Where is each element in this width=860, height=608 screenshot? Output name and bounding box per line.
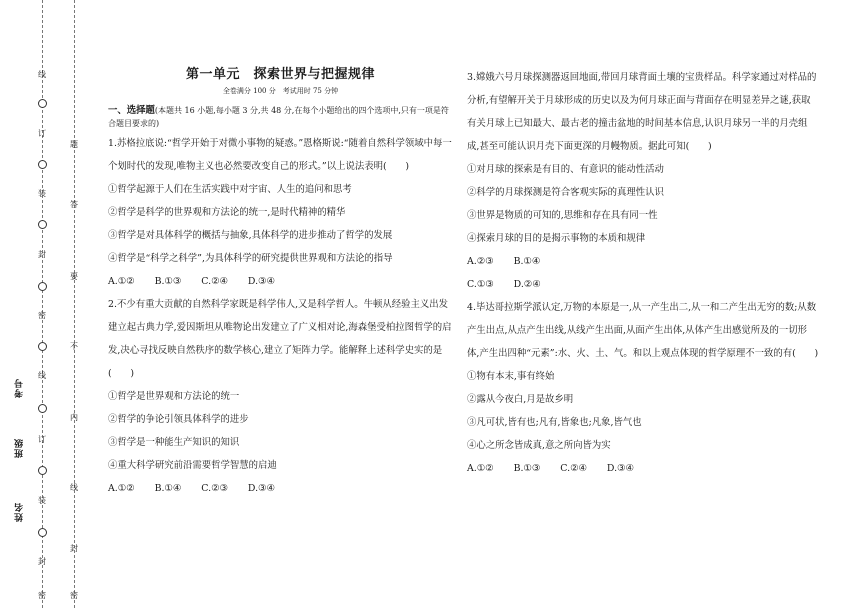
binding-hole-icon: [38, 99, 47, 108]
question-item: ②哲学是科学的世界观和方法论的统一,是时代精神的精华: [108, 207, 346, 218]
binding-hole-icon: [38, 160, 47, 169]
page-title: 第一单元 探索世界与把握规律: [185, 67, 375, 82]
binding-char: 线: [38, 371, 46, 380]
question-stem: 1.苏格拉底说:“哲学开始于对微小事物的疑惑。”恩格斯说:“随着自然科学领域中每一个划时代的发现,唯物主义也必然要改变自己的形式。”以上说法表明( ): [108, 138, 452, 172]
question-3: [467, 66, 819, 296]
left-column: [108, 66, 453, 500]
binding-hole-icon: [38, 342, 47, 351]
question-item: ②露从今夜白,月是故乡明: [467, 394, 574, 405]
binding-char: 内: [70, 413, 78, 422]
section-instruction: (本题共 16 小题,每小题 3 分,共 48 分,在每个小题给出的四个选项中,只有一项是符合题目要求的): [108, 106, 449, 128]
question-item: ③哲学是一种能生产知识的知识: [108, 437, 240, 448]
name-label: 姓名: [15, 502, 25, 522]
question-1: [108, 132, 453, 293]
question-item: ④哲学是“科学之科学”,为具体科学的研究提供世界观和方法论的指导: [108, 253, 393, 264]
question-item: ①物有本末,事有终始: [467, 371, 555, 382]
option-c: C.②④: [560, 463, 587, 474]
option-a: A.①②: [108, 483, 135, 494]
question-item: ①哲学是世界观和方法论的统一: [108, 391, 240, 402]
binding-char: 密: [38, 591, 46, 600]
question-stem: 3.嫦娥六号月球探测器返回地面,带回月球背面土壤的宝贵样品。科学家通过对样品的分析,有望解开关于月球形成的历史以及为何月球正面与背面存在明显差异之谜,获取有关月球上已知最大、最古老的撞击盆地的时间基本信息,认识月球另一半的月壳组成,甚至可能认识月壳下面更深的月幔物质。据此可知( ): [467, 72, 817, 152]
option-c: C.①③: [467, 279, 494, 290]
option-b: B.①③: [513, 463, 541, 474]
binding-hole-icon: [38, 282, 47, 291]
answer-options: [108, 477, 453, 500]
option-a: A.①②: [467, 463, 494, 474]
class-label: 班级: [15, 438, 25, 458]
binding-char: 密: [38, 311, 46, 320]
binding-hole-icon: [38, 466, 47, 475]
option-d: D.②④: [513, 279, 541, 290]
option-b: B.①④: [154, 483, 182, 494]
question-item: ①对月球的探索是有目的、有意识的能动性活动: [467, 164, 664, 175]
option-b: B.①④: [513, 256, 541, 267]
answer-options: [467, 273, 819, 296]
question-stem: 2.不少有重大贡献的自然科学家既是科学伟人,又是科学哲人。牛顿从经验主义出发建立起古典力学,爱因斯坦从唯物论出发建立了广义相对论,海森堡受柏拉图哲学的启发,决心寻找反映自然秩序的数学核心,建立了矩阵力学。能解释上述科学史实的是 ( ): [108, 299, 452, 379]
binding-hole-icon: [38, 404, 47, 413]
option-b: B.①③: [154, 276, 182, 287]
binding-char: 密: [70, 591, 78, 600]
question-item: ③凡可状,皆有也;凡有,皆象也;凡象,皆气也: [467, 417, 642, 428]
answer-options: [467, 250, 819, 273]
question-item: ④重大科学研究前沿需要哲学智慧的启迪: [108, 460, 277, 471]
option-c: C.②③: [201, 483, 228, 494]
binding-dash-line-outer: [42, 0, 43, 608]
question-item: ②科学的月球探测是符合客观实际的真理性认识: [467, 187, 664, 198]
option-a: A.①②: [108, 276, 135, 287]
section-heading: [108, 104, 453, 130]
binding-char: 线: [38, 70, 46, 79]
binding-char: 订: [38, 129, 46, 138]
binding-char: 要: [70, 272, 78, 281]
binding-hole-icon: [38, 528, 47, 537]
question-stem: 4.毕达哥拉斯学派认定,万物的本原是一,从一产生出二,从一和二产生出无穷的数;从数产生出点,从点产生出线,从线产生出面,从面产生出体,从体产生出感觉所及的一切形体,产生出四种“元素”:水、火、土、气。和以上观点体现的哲学原理不一致的有( ): [467, 302, 819, 359]
exam-info: 全卷满分 100 分 考试用时 75 分钟: [222, 87, 339, 95]
option-c: C.②④: [201, 276, 228, 287]
binding-margin: [0, 0, 100, 608]
question-item: ③世界是物质的可知的,思维和存在具有同一性: [467, 210, 658, 221]
binding-char: 装: [38, 496, 46, 505]
binding-char: 线: [70, 483, 78, 492]
exam-number-label: 考号: [15, 378, 25, 398]
binding-hole-icon: [38, 220, 47, 229]
binding-char: 装: [38, 189, 46, 198]
binding-char: 题: [70, 140, 78, 149]
question-2: [108, 293, 453, 500]
binding-char: 订: [38, 435, 46, 444]
section-title: 一、选择题: [108, 105, 155, 116]
binding-char: 封: [70, 544, 78, 553]
question-item: ②哲学的争论引领具体科学的进步: [108, 414, 249, 425]
question-item: ④心之所念皆成真,意之所向皆为实: [467, 440, 611, 451]
option-d: D.③④: [247, 276, 275, 287]
binding-char: 封: [38, 557, 46, 566]
right-column: [467, 66, 819, 480]
answer-options: [108, 270, 453, 293]
binding-char: 封: [38, 250, 46, 259]
question-item: ③哲学是对具体科学的概括与抽象,具体科学的进步推动了哲学的发展: [108, 230, 393, 241]
question-4: [467, 296, 819, 480]
option-d: D.③④: [606, 463, 634, 474]
binding-char: 答: [70, 200, 78, 209]
binding-char: 不: [70, 342, 78, 351]
option-d: D.③④: [247, 483, 275, 494]
answer-options: [467, 457, 819, 480]
question-item: ①哲学起源于人们在生活实践中对宇宙、人生的追问和思考: [108, 184, 352, 195]
option-a: A.②③: [467, 256, 494, 267]
question-item: ④探索月球的目的是揭示事物的本质和规律: [467, 233, 646, 244]
binding-dash-line-inner: [74, 0, 75, 608]
